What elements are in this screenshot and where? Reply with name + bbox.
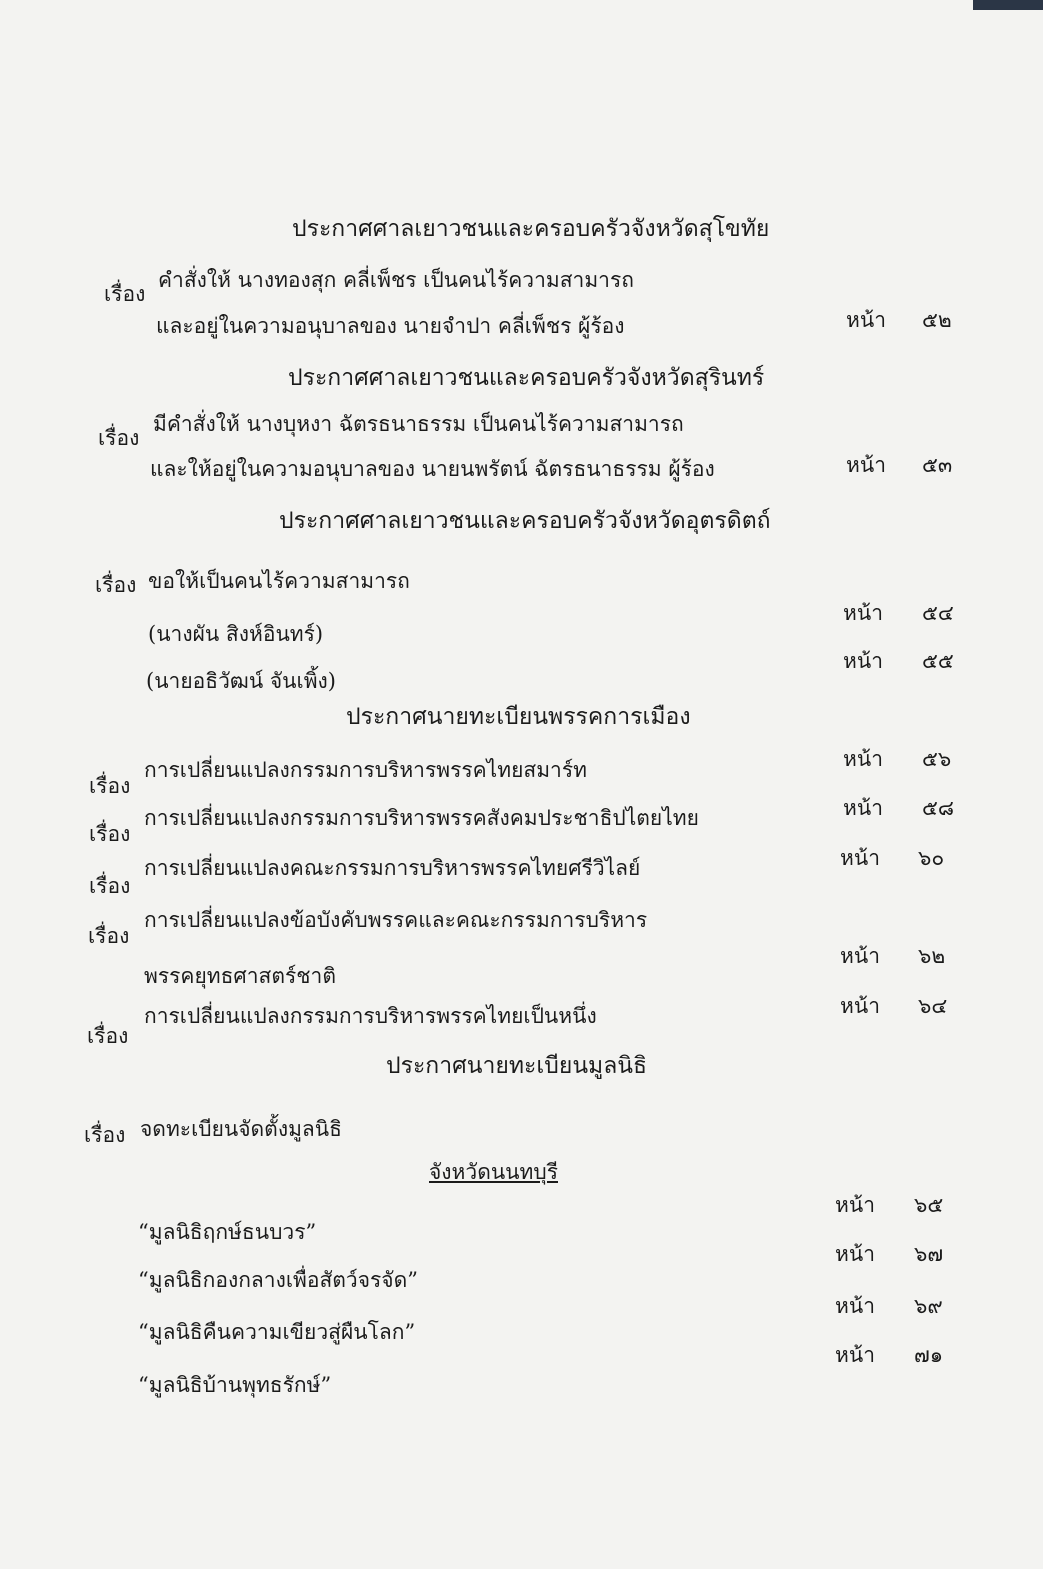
- page-label: หน้า: [840, 846, 880, 870]
- page-number: ๗๑: [914, 1343, 944, 1367]
- foundation-name: “มูลนิธิฤกษ์ธนบวร”: [138, 1220, 317, 1244]
- page-number: ๖๐: [918, 846, 945, 870]
- page-number: ๕๓: [922, 453, 953, 477]
- entry-prefix: เรื่อง: [95, 573, 137, 597]
- entry-title: การเปลี่ยนแปลงกรรมการบริหารพรรคไทยสมาร์ท: [144, 758, 587, 782]
- page-label: หน้า: [835, 1294, 875, 1318]
- entry-prefix: เรื่อง: [88, 924, 130, 948]
- page-label: หน้า: [846, 453, 886, 477]
- sub-entry-name: (นางผัน สิงห์อินทร์): [148, 622, 324, 646]
- entry-title: การเปลี่ยนแปลงกรรมการบริหารพรรคสังคมประชาธิปไตยไทย: [144, 806, 699, 830]
- province-heading: จังหวัดนนทบุรี: [429, 1160, 558, 1184]
- page-label: หน้า: [835, 1343, 875, 1367]
- page-label: หน้า: [843, 601, 883, 625]
- page-label: หน้า: [846, 308, 886, 332]
- foundation-name: “มูลนิธิคืนความเขียวสู่ผืนโลก”: [138, 1320, 416, 1344]
- entry-title: การเปลี่ยนแปลงกรรมการบริหารพรรคไทยเป็นหนึ่ง: [144, 1004, 597, 1028]
- section-heading: ประกาศศาลเยาวชนและครอบครัวจังหวัดสุโขทัย: [292, 216, 770, 242]
- sub-entry-name: (นายอธิวัฒน์ จันเพิ้ง): [146, 669, 336, 693]
- page-number: ๕๒: [922, 308, 952, 332]
- page-number: ๕๖: [922, 747, 952, 771]
- page-label: หน้า: [843, 649, 883, 673]
- page-label: หน้า: [843, 796, 883, 820]
- page-label: หน้า: [840, 944, 880, 968]
- entry-title-cont: พรรคยุทธศาสตร์ชาติ: [144, 964, 336, 988]
- entry-prefix: เรื่อง: [89, 874, 131, 898]
- entry-title: การเปลี่ยนแปลงข้อบังคับพรรคและคณะกรรมการบริหาร: [144, 908, 648, 932]
- page-number: ๖๕: [914, 1193, 944, 1217]
- page-label: หน้า: [835, 1193, 875, 1217]
- entry-prefix: เรื่อง: [89, 774, 131, 798]
- page-number: ๖๙: [914, 1294, 943, 1318]
- scan-edge: [973, 0, 1043, 10]
- section-heading: ประกาศศาลเยาวชนและครอบครัวจังหวัดอุตรดิตถ์: [279, 508, 771, 534]
- page-label: หน้า: [840, 994, 880, 1018]
- entry-title-cont: และให้อยู่ในความอนุบาลของ นายนพรัตน์ ฉัตรธนาธรรม ผู้ร้อง: [150, 457, 715, 481]
- section-heading: ประกาศศาลเยาวชนและครอบครัวจังหวัดสุรินทร์: [288, 365, 765, 391]
- entry-title: การเปลี่ยนแปลงคณะกรรมการบริหารพรรคไทยศรีวิไลย์: [144, 856, 641, 880]
- entry-prefix: เรื่อง: [104, 282, 146, 306]
- page-number: ๕๕: [922, 649, 954, 673]
- entry-prefix: เรื่อง: [89, 822, 131, 846]
- section-heading: ประกาศนายทะเบียนมูลนิธิ: [386, 1053, 648, 1079]
- entry-prefix: เรื่อง: [98, 426, 140, 450]
- page-number: ๖๗: [914, 1242, 944, 1266]
- entry-prefix: เรื่อง: [84, 1123, 126, 1147]
- entry-title: จดทะเบียนจัดตั้งมูลนิธิ: [140, 1117, 342, 1141]
- entry-title: มีคำสั่งให้ นางบุหงา ฉัตรธนาธรรม เป็นคนไร้ความสามารถ: [153, 412, 684, 436]
- section-heading: ประกาศนายทะเบียนพรรคการเมือง: [346, 704, 691, 730]
- entry-prefix: เรื่อง: [87, 1024, 129, 1048]
- entry-title: ขอให้เป็นคนไร้ความสามารถ: [148, 569, 410, 593]
- page-label: หน้า: [835, 1242, 875, 1266]
- page-number: ๖๔: [918, 994, 948, 1018]
- page-number: ๕๘: [922, 796, 955, 820]
- entry-title-cont: และอยู่ในความอนุบาลของ นายจำปา คลี่เพ็ชร ผู้ร้อง: [156, 314, 625, 338]
- page-number: ๖๒: [918, 944, 946, 968]
- foundation-name: “มูลนิธิกองกลางเพื่อสัตว์จรจัด”: [138, 1268, 418, 1292]
- foundation-name: “มูลนิธิบ้านพุทธรักษ์”: [138, 1373, 332, 1397]
- page-number: ๕๔: [922, 601, 954, 625]
- page-label: หน้า: [843, 747, 883, 771]
- entry-title: คำสั่งให้ นางทองสุก คลี่เพ็ชร เป็นคนไร้ความสามารถ: [158, 268, 634, 292]
